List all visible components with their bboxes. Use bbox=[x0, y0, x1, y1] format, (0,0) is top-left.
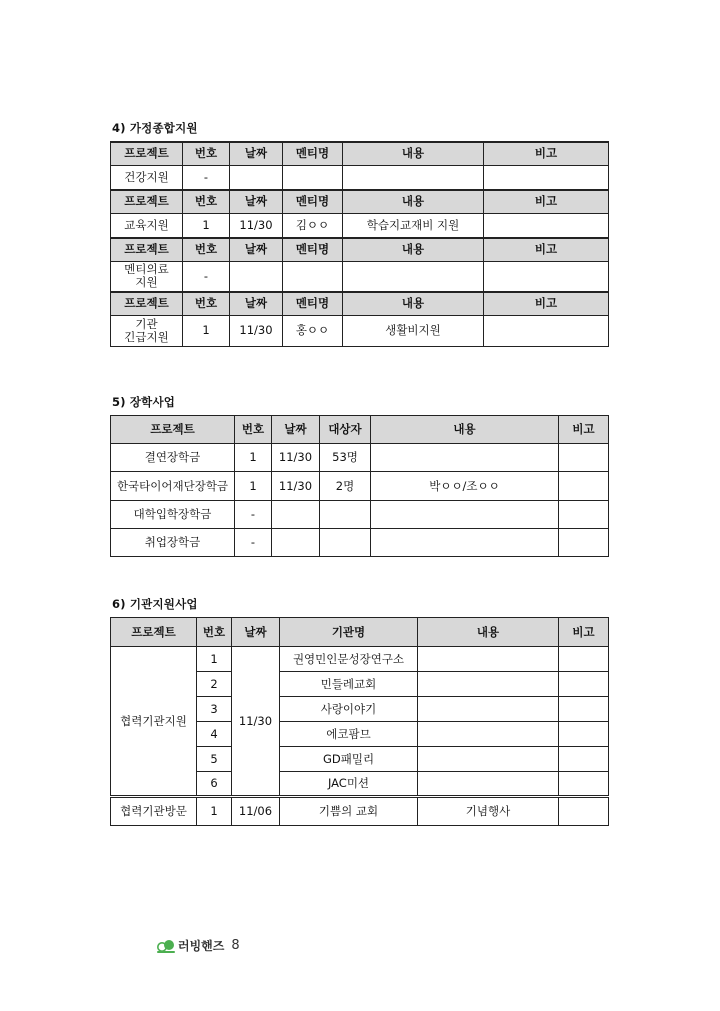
cell-no: - bbox=[183, 261, 230, 292]
table-header-row bbox=[111, 292, 609, 315]
cell-no: 1 bbox=[197, 797, 232, 826]
cell-project bbox=[111, 261, 183, 292]
cell-mentee: 김ㅇㅇ bbox=[283, 213, 343, 238]
cell-content bbox=[418, 772, 559, 797]
cell-note bbox=[559, 697, 609, 722]
cell-project-line1: 멘티의료 bbox=[124, 262, 169, 277]
cell-content bbox=[371, 529, 559, 557]
cell-project: 대학입학장학금 bbox=[111, 501, 235, 529]
cell-no: - bbox=[235, 501, 272, 529]
cell-date bbox=[230, 165, 283, 190]
header-project: 프로젝트 bbox=[111, 618, 197, 647]
table-row bbox=[111, 165, 609, 190]
header-project: 프로젝트 bbox=[111, 238, 183, 261]
cell-no: 3 bbox=[197, 697, 232, 722]
table-row bbox=[111, 315, 609, 346]
header-mentee: 멘티명 bbox=[283, 292, 343, 315]
table-row bbox=[111, 261, 609, 292]
cell-note bbox=[559, 747, 609, 772]
table-header-row bbox=[111, 416, 609, 444]
header-org: 기관명 bbox=[280, 618, 418, 647]
header-project: 프로젝트 bbox=[111, 142, 183, 165]
cell-project: 취업장학금 bbox=[111, 529, 235, 557]
cell-content bbox=[418, 722, 559, 747]
cell-mentee bbox=[283, 261, 343, 292]
footer-brand: 러빙핸즈 bbox=[178, 939, 225, 953]
page-footer bbox=[157, 937, 240, 954]
cell-target: 2명 bbox=[320, 472, 371, 501]
cell-note bbox=[559, 772, 609, 797]
cell-org: GD패밀리 bbox=[280, 747, 418, 772]
cell-note bbox=[484, 261, 609, 292]
cell-content: 박ㅇㅇ/조ㅇㅇ bbox=[371, 472, 559, 501]
cell-org: 사랑이야기 bbox=[280, 697, 418, 722]
cell-no: 4 bbox=[197, 722, 232, 747]
cell-no: - bbox=[235, 529, 272, 557]
section-5-title: 5) 장학사업 bbox=[112, 395, 176, 409]
cell-note bbox=[559, 797, 609, 826]
header-mentee: 멘티명 bbox=[283, 238, 343, 261]
header-mentee: 멘티명 bbox=[283, 190, 343, 213]
cell-no: 6 bbox=[197, 772, 232, 797]
cell-target bbox=[320, 529, 371, 557]
cell-date: 11/30 bbox=[230, 213, 283, 238]
header-date: 날짜 bbox=[230, 238, 283, 261]
table-header-row bbox=[111, 238, 609, 261]
cell-mentee bbox=[283, 165, 343, 190]
cell-date: 11/30 bbox=[230, 315, 283, 346]
header-content: 내용 bbox=[343, 238, 484, 261]
cell-note bbox=[559, 444, 609, 472]
cell-content bbox=[371, 501, 559, 529]
table-row bbox=[111, 444, 609, 472]
header-date: 날짜 bbox=[232, 618, 280, 647]
header-mentee: 멘티명 bbox=[283, 142, 343, 165]
header-project: 프로젝트 bbox=[111, 190, 183, 213]
header-no: 번호 bbox=[183, 238, 230, 261]
cell-content bbox=[418, 672, 559, 697]
section-4-title: 4) 가정종합지원 bbox=[112, 121, 198, 135]
header-content: 내용 bbox=[343, 292, 484, 315]
header-date: 날짜 bbox=[272, 416, 320, 444]
header-no: 번호 bbox=[183, 190, 230, 213]
header-target: 대상자 bbox=[320, 416, 371, 444]
cell-project-line2: 지원 bbox=[135, 275, 158, 290]
cell-date bbox=[272, 501, 320, 529]
cell-no: 1 bbox=[235, 444, 272, 472]
cell-project: 건강지원 bbox=[111, 165, 183, 190]
cell-project-line2: 긴급지원 bbox=[124, 329, 169, 344]
institution-support-table bbox=[110, 617, 609, 826]
cell-content bbox=[418, 697, 559, 722]
cell-content: 생활비지원 bbox=[343, 315, 484, 346]
header-no: 번호 bbox=[235, 416, 272, 444]
header-date: 날짜 bbox=[230, 292, 283, 315]
cell-note bbox=[484, 213, 609, 238]
table-row bbox=[111, 797, 609, 826]
header-content: 내용 bbox=[343, 190, 484, 213]
cell-note bbox=[559, 501, 609, 529]
cell-project: 결연장학금 bbox=[111, 444, 235, 472]
cell-org: 에코팜므 bbox=[280, 722, 418, 747]
header-content: 내용 bbox=[343, 142, 484, 165]
header-no: 번호 bbox=[197, 618, 232, 647]
table-row bbox=[111, 501, 609, 529]
cell-org: JAC미션 bbox=[280, 772, 418, 797]
cell-no: - bbox=[183, 165, 230, 190]
cell-project: 협력기관방문 bbox=[111, 797, 197, 826]
cell-note bbox=[484, 315, 609, 346]
page-number: 8 bbox=[231, 938, 240, 953]
cell-project: 한국타이어재단장학금 bbox=[111, 472, 235, 501]
cell-project-group: 협력기관지원 bbox=[111, 647, 197, 797]
cell-date-group: 11/30 bbox=[232, 647, 280, 797]
cell-content bbox=[371, 444, 559, 472]
header-date: 날짜 bbox=[230, 142, 283, 165]
cell-content bbox=[343, 165, 484, 190]
cell-date: 11/30 bbox=[272, 444, 320, 472]
header-note: 비고 bbox=[484, 292, 609, 315]
cell-date: 11/30 bbox=[272, 472, 320, 501]
loving-hands-logo-icon bbox=[157, 938, 175, 954]
family-support-table bbox=[110, 141, 609, 347]
cell-content bbox=[343, 261, 484, 292]
cell-mentee: 홍ㅇㅇ bbox=[283, 315, 343, 346]
header-project: 프로젝트 bbox=[111, 292, 183, 315]
cell-content: 학습지교재비 지원 bbox=[343, 213, 484, 238]
cell-content bbox=[418, 647, 559, 672]
cell-org: 민들레교회 bbox=[280, 672, 418, 697]
header-note: 비고 bbox=[559, 618, 609, 647]
table-row bbox=[111, 472, 609, 501]
header-note: 비고 bbox=[484, 238, 609, 261]
cell-org: 기쁨의 교회 bbox=[280, 797, 418, 826]
header-note: 비고 bbox=[559, 416, 609, 444]
table-header-row bbox=[111, 618, 609, 647]
cell-date bbox=[272, 529, 320, 557]
header-note: 비고 bbox=[484, 142, 609, 165]
table-header-row bbox=[111, 190, 609, 213]
cell-target: 53명 bbox=[320, 444, 371, 472]
header-note: 비고 bbox=[484, 190, 609, 213]
cell-no: 5 bbox=[197, 747, 232, 772]
cell-content bbox=[418, 747, 559, 772]
cell-content: 기념행사 bbox=[418, 797, 559, 826]
header-no: 번호 bbox=[183, 292, 230, 315]
cell-project bbox=[111, 315, 183, 346]
header-project: 프로젝트 bbox=[111, 416, 235, 444]
scholarship-table bbox=[110, 415, 609, 557]
cell-note bbox=[559, 529, 609, 557]
cell-no: 1 bbox=[183, 213, 230, 238]
cell-org: 권영민인문성장연구소 bbox=[280, 647, 418, 672]
cell-no: 1 bbox=[235, 472, 272, 501]
cell-date bbox=[230, 261, 283, 292]
header-no: 번호 bbox=[183, 142, 230, 165]
table-row bbox=[111, 213, 609, 238]
cell-project: 교육지원 bbox=[111, 213, 183, 238]
cell-note bbox=[484, 165, 609, 190]
cell-no: 1 bbox=[197, 647, 232, 672]
cell-project-line1: 기관 bbox=[135, 316, 158, 331]
cell-target bbox=[320, 501, 371, 529]
table-row bbox=[111, 529, 609, 557]
cell-note bbox=[559, 472, 609, 501]
cell-note bbox=[559, 672, 609, 697]
cell-date: 11/06 bbox=[232, 797, 280, 826]
cell-no: 1 bbox=[183, 315, 230, 346]
cell-note bbox=[559, 722, 609, 747]
section-6-title: 6) 기관지원사업 bbox=[112, 597, 198, 611]
table-row bbox=[111, 647, 609, 672]
header-content: 내용 bbox=[418, 618, 559, 647]
header-content: 내용 bbox=[371, 416, 559, 444]
cell-note bbox=[559, 647, 609, 672]
cell-no: 2 bbox=[197, 672, 232, 697]
table-header-row bbox=[111, 142, 609, 165]
header-date: 날짜 bbox=[230, 190, 283, 213]
